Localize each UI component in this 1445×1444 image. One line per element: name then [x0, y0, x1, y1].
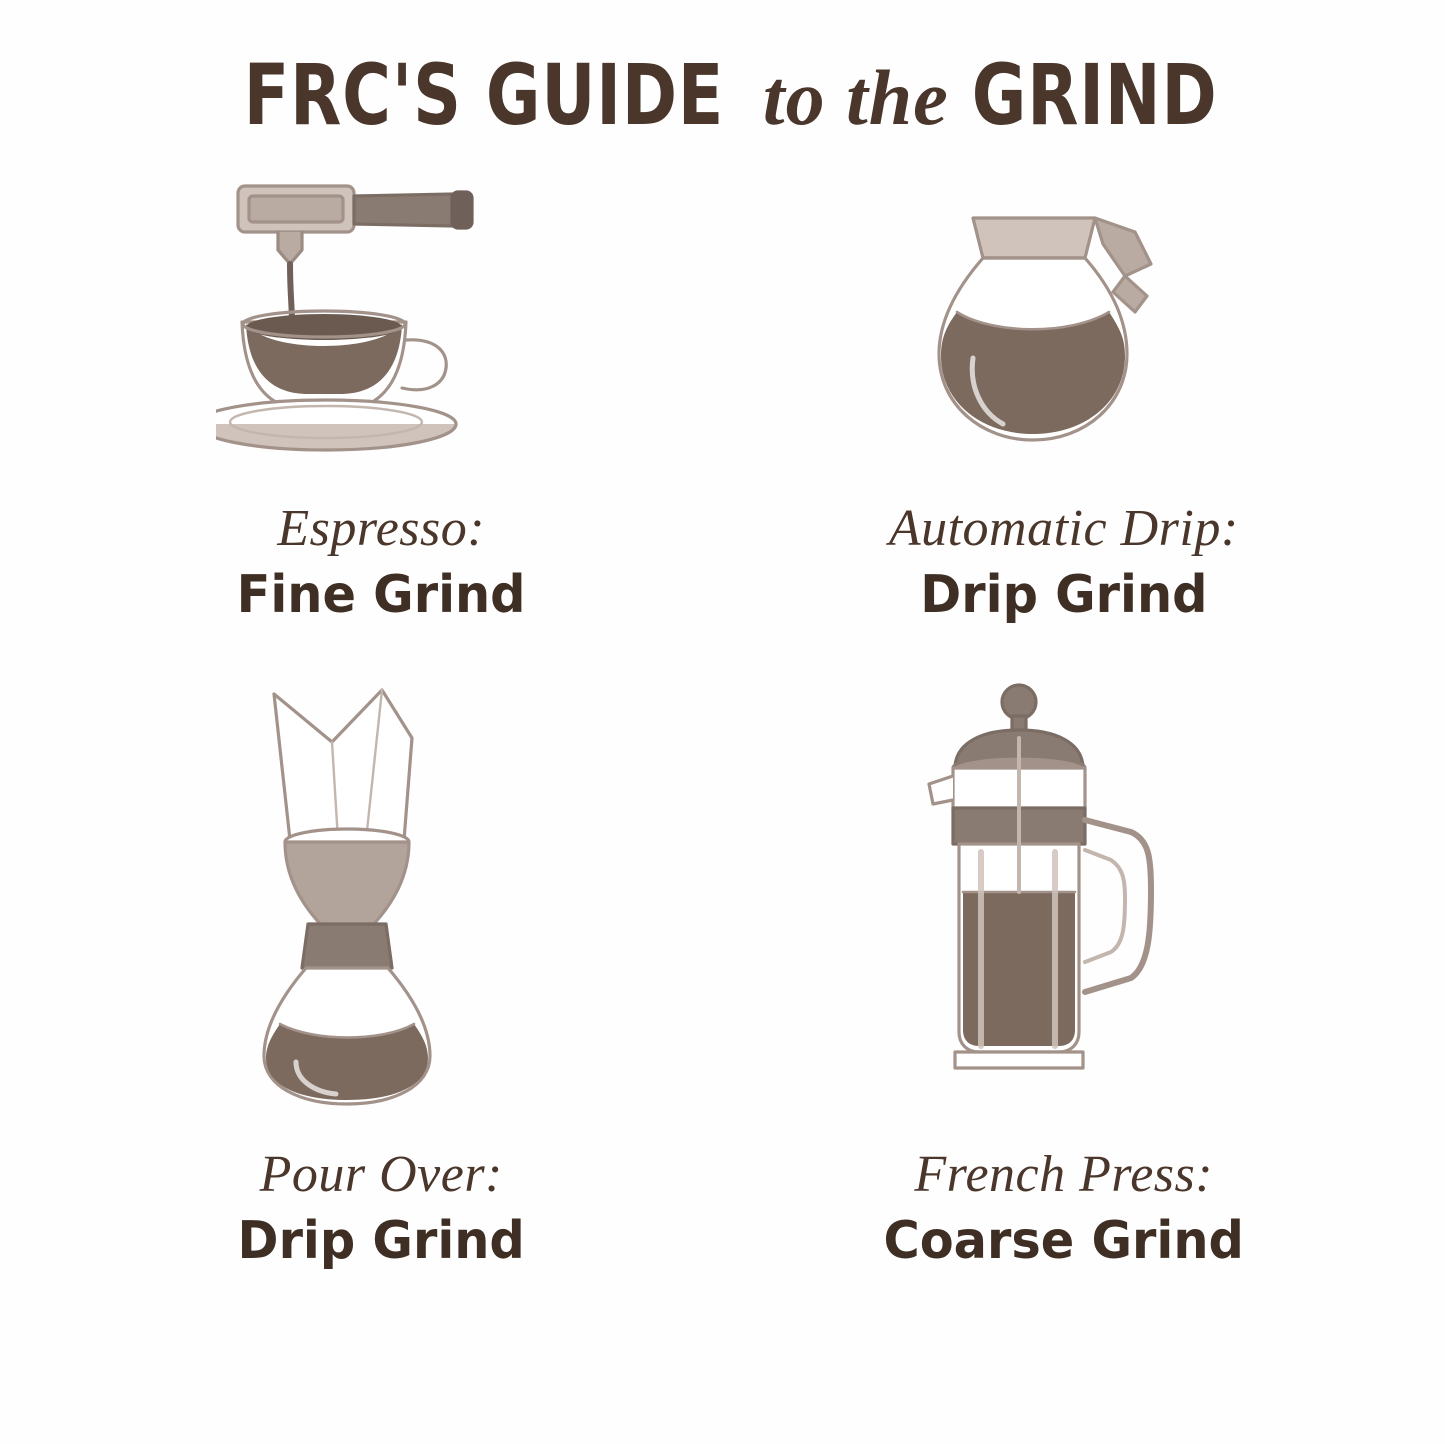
- page-title: [0, 0, 1445, 144]
- espresso-method-label: Espresso:: [277, 500, 486, 557]
- pour-over-caption: [230, 1144, 532, 1273]
- french-press-caption: [874, 1144, 1253, 1273]
- title-text: [211, 46, 1234, 144]
- method-card-espresso: [40, 172, 723, 680]
- pour-over-chemex-icon: [216, 680, 546, 1110]
- methods-grid: [0, 172, 1445, 1272]
- method-card-french-press: [723, 680, 1406, 1272]
- automatic-drip-art: [899, 172, 1229, 472]
- method-card-pour-over: [40, 680, 723, 1272]
- automatic-drip-grind-label: Drip Grind: [920, 565, 1208, 626]
- french-press-icon: [899, 680, 1229, 1110]
- pour-over-grind-label: Drip Grind: [237, 1211, 525, 1272]
- automatic-drip-caption: [889, 498, 1239, 627]
- french-press-art: [899, 680, 1229, 1110]
- pour-over-method-label: Pour Over:: [259, 1146, 503, 1203]
- title-part-3: GRIND: [971, 46, 1218, 144]
- espresso-art: [216, 172, 546, 472]
- espresso-caption: [229, 498, 533, 627]
- method-card-automatic-drip: [723, 172, 1406, 680]
- title-part-1: FRC'S GUIDE: [243, 46, 725, 144]
- pour-over-art: [216, 680, 546, 1110]
- espresso-machine-portafilter-cup-icon: [216, 172, 546, 472]
- french-press-grind-label: Coarse Grind: [883, 1211, 1244, 1272]
- title-part-2: to the: [762, 54, 949, 141]
- french-press-method-label: French Press:: [914, 1146, 1214, 1203]
- automatic-drip-method-label: Automatic Drip:: [888, 500, 1239, 557]
- drip-coffee-carafe-icon: [899, 172, 1229, 472]
- espresso-grind-label: Fine Grind: [236, 565, 526, 626]
